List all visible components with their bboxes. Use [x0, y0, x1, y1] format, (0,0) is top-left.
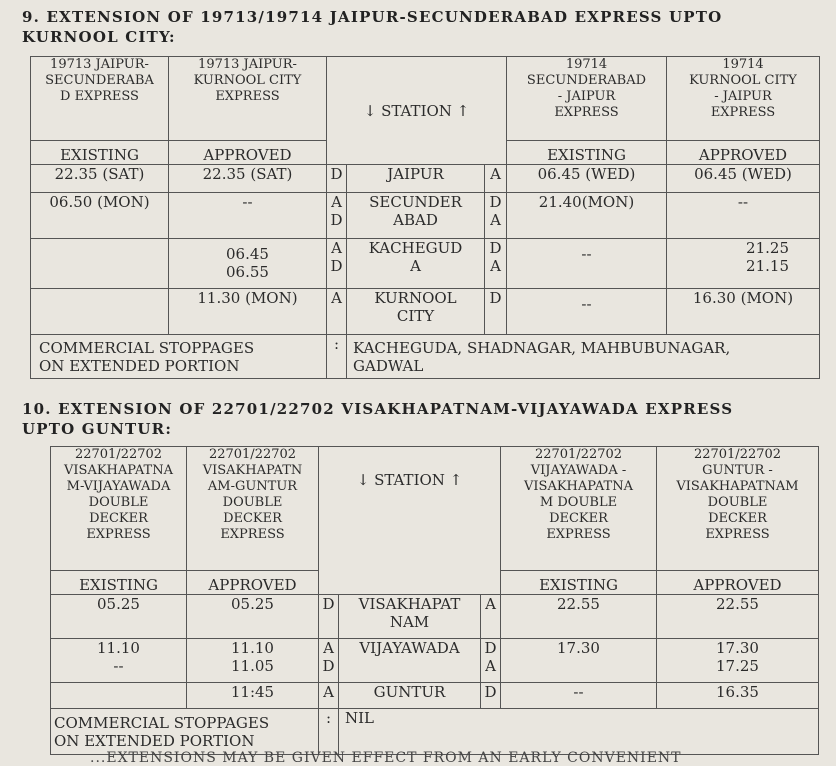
s9-r2-ad-left: A D: [327, 239, 347, 289]
s10-commercial-colon: :: [319, 709, 339, 755]
s10-r0-c2: 05.25: [187, 595, 319, 639]
table-row: [31, 289, 820, 335]
s9-r1-ad-right: D A: [485, 193, 507, 239]
s9-approved-label: APPROVED: [169, 141, 327, 165]
section-9-heading: [22, 6, 822, 48]
s10-r1-c2: 11.10 11.05: [187, 639, 319, 683]
s10-existing-label-right: EXISTING: [501, 571, 657, 595]
s9-r3-ad-left: A: [327, 289, 347, 335]
section-9-table: [30, 56, 820, 379]
s9-commercial-value: KACHEGUDA, SHADNAGAR, MAHBUBUNAGAR, GADWAL: [347, 335, 820, 379]
s9-r0-c2: 22.35 (SAT): [169, 165, 327, 193]
s9-r2-c5: 21.25 21.15: [667, 239, 820, 289]
s9-r3-c1: [31, 289, 169, 335]
s10-r1-ad-left: A D: [319, 639, 339, 683]
s10-r2-c5: 16.35: [657, 683, 819, 709]
s9-r1-station: SECUNDER ABAD: [347, 193, 485, 239]
s9-r0-station: JAIPUR: [347, 165, 485, 193]
s10-col1-header: 22701/22702 VISAKHAPATNA M-VIJAYAWADA DOUBLE DECKER EXPRESS: [51, 447, 187, 571]
s9-col2-header: 19713 JAIPUR- KURNOOL CITY EXPRESS: [169, 57, 327, 141]
s10-r0-ad-right: A: [481, 595, 501, 639]
s10-approved-label-right: APPROVED: [657, 571, 819, 595]
s9-commercial-label: COMMERCIAL STOPPAGES ON EXTENDED PORTION: [31, 335, 327, 379]
s10-r2-ad-right: D: [481, 683, 501, 709]
s9-r3-station: KURNOOL CITY: [347, 289, 485, 335]
s10-station-header: ↓ STATION ↑: [319, 447, 501, 595]
s10-r1-station: VIJAYAWADA: [339, 639, 481, 683]
s9-r3-c5: 16.30 (MON): [667, 289, 820, 335]
s9-r0-c1: 22.35 (SAT): [31, 165, 169, 193]
s9-r0-ad-left: D: [327, 165, 347, 193]
s9-r2-c2: 06.45 06.55: [169, 239, 327, 289]
s9-r1-c4: 21.40(MON): [507, 193, 667, 239]
s9-r2-c4: --: [507, 239, 667, 289]
table-row: [51, 683, 819, 709]
section-9-heading-line2: KURNOOL CITY:: [22, 28, 176, 46]
s10-r0-c1: 05.25: [51, 595, 187, 639]
section-10-heading-line2: UPTO GUNTUR:: [22, 420, 173, 438]
s9-r0-c5: 06.45 (WED): [667, 165, 820, 193]
s10-commercial-value: NIL: [339, 709, 819, 755]
s9-r1-ad-left: A D: [327, 193, 347, 239]
section-10-heading: [22, 398, 822, 440]
section-10-heading-line1: 10. EXTENSION OF 22701/22702 VISAKHAPATNAM-VIJAYAWADA EXPRESS: [22, 400, 734, 418]
s10-r0-station: VISAKHAPAT NAM: [339, 595, 481, 639]
s10-r1-ad-right: D A: [481, 639, 501, 683]
s9-r1-c2: --: [169, 193, 327, 239]
s9-commercial-colon: :: [327, 335, 347, 379]
s10-r0-c5: 22.55: [657, 595, 819, 639]
s10-existing-label: EXISTING: [51, 571, 187, 595]
s9-col1-header: 19713 JAIPUR- SECUNDERABA D EXPRESS: [31, 57, 169, 141]
s9-r0-c4: 06.45 (WED): [507, 165, 667, 193]
s9-col5-header: 19714 KURNOOL CITY - JAIPUR EXPRESS: [667, 57, 820, 141]
table-row: [31, 193, 820, 239]
s9-col4-header: 19714 SECUNDERABAD - JAIPUR EXPRESS: [507, 57, 667, 141]
s9-r1-c1: 06.50 (MON): [31, 193, 169, 239]
s9-r2-station: KACHEGUD A: [347, 239, 485, 289]
s10-approved-label: APPROVED: [187, 571, 319, 595]
s10-r2-station: GUNTUR: [339, 683, 481, 709]
s9-r2-ad-right: D A: [485, 239, 507, 289]
s9-r3-ad-right: D: [485, 289, 507, 335]
s9-existing-label-right: EXISTING: [507, 141, 667, 165]
table-row: [31, 165, 820, 193]
s10-r1-c4: 17.30: [501, 639, 657, 683]
s10-r1-c1: 11.10 --: [51, 639, 187, 683]
footer-text: ...EXTENSIONS MAY BE GIVEN EFFECT FROM AN EARLY CONVENIENT: [90, 750, 682, 766]
s9-r3-c4: --: [507, 289, 667, 335]
s10-r2-c4: --: [501, 683, 657, 709]
table-row: [51, 639, 819, 683]
s10-commercial-label: COMMERCIAL STOPPAGES ON EXTENDED PORTION: [51, 709, 319, 755]
table-row: [51, 709, 819, 755]
s10-col5-header: 22701/22702 GUNTUR - VISAKHAPATNAM DOUBLE DECKER EXPRESS: [657, 447, 819, 571]
table-row: [51, 595, 819, 639]
s9-r1-c5: --: [667, 193, 820, 239]
s9-station-header: ↓ STATION ↑: [327, 57, 507, 165]
table-row: [31, 335, 820, 379]
s9-existing-label: EXISTING: [31, 141, 169, 165]
s9-approved-label-right: APPROVED: [667, 141, 820, 165]
s10-col2-header: 22701/22702 VISAKHAPATN AM-GUNTUR DOUBLE DECKER EXPRESS: [187, 447, 319, 571]
s9-r0-ad-right: A: [485, 165, 507, 193]
s10-r2-c2: 11:45: [187, 683, 319, 709]
s10-r2-c1: [51, 683, 187, 709]
s10-r2-ad-left: A: [319, 683, 339, 709]
section-9-heading-line1: 9. EXTENSION OF 19713/19714 JAIPUR-SECUNDERABAD EXPRESS UPTO: [22, 8, 723, 26]
s9-r2-c1: [31, 239, 169, 289]
s10-r1-c5: 17.30 17.25: [657, 639, 819, 683]
section-10-table: [50, 446, 819, 755]
s10-r0-c4: 22.55: [501, 595, 657, 639]
table-row: [31, 239, 820, 289]
s10-col4-header: 22701/22702 VIJAYAWADA - VISAKHAPATNA M DOUBLE DECKER EXPRESS: [501, 447, 657, 571]
s10-r0-ad-left: D: [319, 595, 339, 639]
s9-r3-c2: 11.30 (MON): [169, 289, 327, 335]
